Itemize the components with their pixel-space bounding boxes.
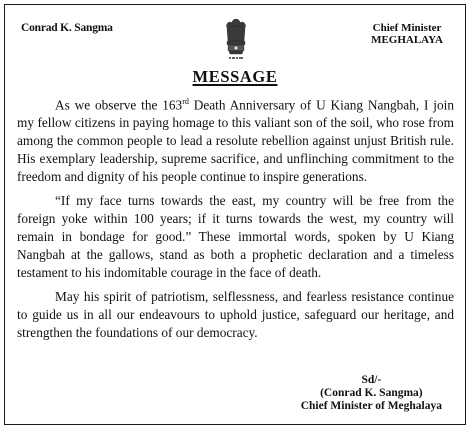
message-title-text: MESSAGE [192,67,278,86]
signature-designation: Chief Minister of Meghalaya [300,400,442,412]
paragraph-1-rest: Death Anniversary of U Kiang Nangbah, I join my fellow citizens in paying homage to this valiant son of the soil, who rose from among the common people to lead a resolute rebellion against unjust British rule. His exemplary leadership, supreme sacrifice, and unflinching commitment to the freedom and dignity of his people continue to inspire generations. [17,97,454,185]
signature-block [301,374,442,413]
message-frame [4,4,466,425]
ordinal-suffix: rd [182,97,189,106]
header-designation [371,22,443,46]
state-emblem-icon [223,17,249,63]
header-designation-line2: MEGHALAYA [371,34,443,46]
paragraph-2: “If my face turns towards the east, my country will be free from the foreign yoke within 100 years; if it turns towards the west, my country will remain in bondage for good.” These immortal words, spoken by U Kiang Nangbah at the gallows, stand as both a prophetic declaration and a timeless testament to his indomitable courage in the face of death. [17,193,454,281]
paragraph-3: May his spirit of patriotism, selflessness, and fearless resistance continue to guide us in all our endeavours to uphold justice, safeguard our heritage, and strengthen the foundations of our democracy. [17,289,454,341]
header-name: Conrad K. Sangma [21,22,113,34]
message-title [5,67,465,87]
signature-sd: Sd/- [361,374,382,386]
paragraph-1 [17,93,454,186]
header-designation-line1: Chief Minister [372,22,442,34]
paragraph-1-start: As we observe the 163 [55,97,183,113]
message-body [17,93,454,348]
signature-name: (Conrad K. Sangma) [320,387,423,399]
